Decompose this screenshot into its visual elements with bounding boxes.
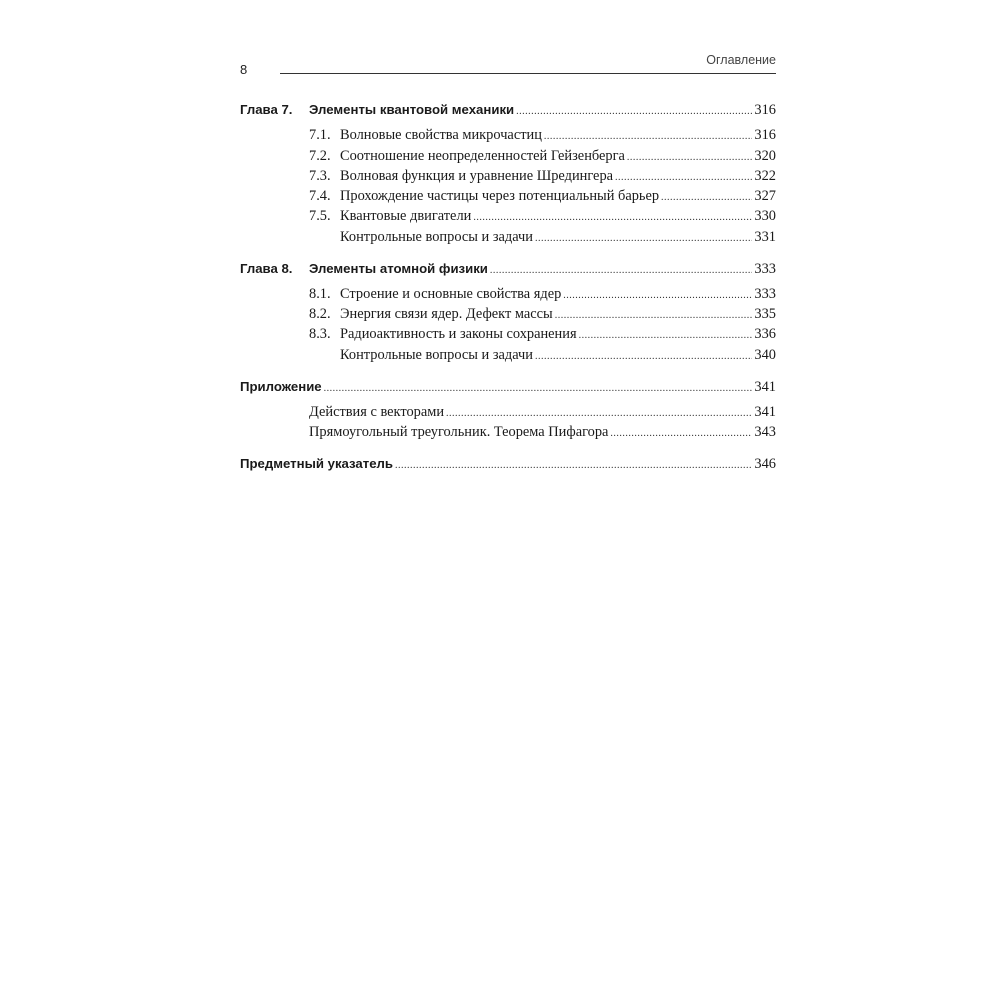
dot-leader xyxy=(535,351,752,362)
section-number: 7.3. xyxy=(309,167,331,184)
dot-leader xyxy=(324,383,753,394)
toc-part-row xyxy=(240,456,776,476)
page-reference: 346 xyxy=(754,455,776,472)
dot-leader xyxy=(535,233,752,244)
page-reference: 316 xyxy=(754,127,776,144)
section-title: Прямоугольный треугольник. Теорема Пифагора xyxy=(309,424,609,441)
toc-section-row xyxy=(240,229,776,249)
toc-part-row xyxy=(240,379,776,399)
chapter-title: Предметный указатель xyxy=(240,455,394,471)
section-title: Строение и основные свойства ядер xyxy=(340,285,562,302)
toc-section-row xyxy=(240,347,776,367)
page-reference: 316 xyxy=(754,102,776,118)
toc-section-row xyxy=(240,127,776,147)
section-title: Квантовые двигатели xyxy=(340,208,472,225)
toc-section-row xyxy=(240,326,776,346)
chapter-label: Глава 7. xyxy=(240,102,293,117)
section-number: 8.2. xyxy=(309,306,331,323)
toc-section-row xyxy=(240,286,776,306)
toc-chapter-row xyxy=(240,102,776,122)
dot-leader xyxy=(544,131,753,142)
page-reference: 333 xyxy=(754,260,776,277)
dot-leader xyxy=(661,192,752,203)
section-number: 7.2. xyxy=(309,147,331,164)
toc-section-row xyxy=(240,306,776,326)
section-title: Волновая функция и уравнение Шредингера xyxy=(340,167,614,184)
toc-chapter-row xyxy=(240,261,776,281)
toc-section-row xyxy=(240,188,776,208)
page-reference: 343 xyxy=(754,424,776,441)
section-title: Энергия связи ядер. Дефект массы xyxy=(340,306,553,323)
dot-leader xyxy=(563,290,752,301)
table-of-contents xyxy=(240,102,776,476)
dot-leader xyxy=(516,106,752,117)
dot-leader xyxy=(627,152,753,163)
toc-section-row xyxy=(240,424,776,444)
chapter-label: Глава 8. xyxy=(240,260,293,276)
page-number: 8 xyxy=(240,62,248,77)
dot-leader xyxy=(555,310,753,321)
dot-leader xyxy=(446,408,752,419)
page-reference: 330 xyxy=(754,208,776,225)
section-title: Соотношение неопределенностей Гейзенберга xyxy=(340,147,625,164)
dot-leader xyxy=(579,330,753,341)
section-title: Действия с векторами xyxy=(309,403,445,420)
section-title: Прохождение частицы через потенциальный барьер xyxy=(340,188,660,205)
page-reference: 341 xyxy=(754,403,776,420)
page-reference: 320 xyxy=(754,147,776,164)
page-reference: 335 xyxy=(754,306,776,323)
toc-section-row xyxy=(240,404,776,424)
section-number: 8.1. xyxy=(309,285,331,302)
header-rule xyxy=(280,73,776,74)
section-title: Радиоактивность и законы сохранения xyxy=(340,326,577,343)
section-title: Контрольные вопросы и задачи xyxy=(340,346,533,363)
chapter-title: Элементы квантовой механики xyxy=(309,102,515,117)
dot-leader xyxy=(615,172,752,183)
section-title: Контрольные вопросы и задачи xyxy=(340,228,533,245)
section-number: 8.3. xyxy=(309,326,331,343)
dot-leader xyxy=(490,265,752,276)
chapter-title: Приложение xyxy=(240,378,322,394)
page-reference: 341 xyxy=(754,378,776,395)
section-number: 7.5. xyxy=(309,208,331,225)
running-title: Оглавление xyxy=(706,53,776,67)
toc-section-row xyxy=(240,208,776,228)
dot-leader xyxy=(395,460,752,471)
chapter-title: Элементы атомной физики xyxy=(309,260,488,276)
page-reference: 322 xyxy=(754,167,776,184)
toc-section-row xyxy=(240,148,776,168)
dot-leader xyxy=(473,212,752,223)
page-reference: 331 xyxy=(754,228,776,245)
section-number: 7.1. xyxy=(309,127,331,144)
page-reference: 333 xyxy=(754,285,776,302)
page-reference: 336 xyxy=(754,326,776,343)
running-header xyxy=(240,50,776,76)
dot-leader xyxy=(610,428,752,439)
section-title: Волновые свойства микрочастиц xyxy=(340,127,542,144)
book-page xyxy=(240,50,776,476)
toc-section-row xyxy=(240,168,776,188)
section-number: 7.4. xyxy=(309,188,331,205)
page-reference: 327 xyxy=(754,188,776,205)
page-reference: 340 xyxy=(754,346,776,363)
